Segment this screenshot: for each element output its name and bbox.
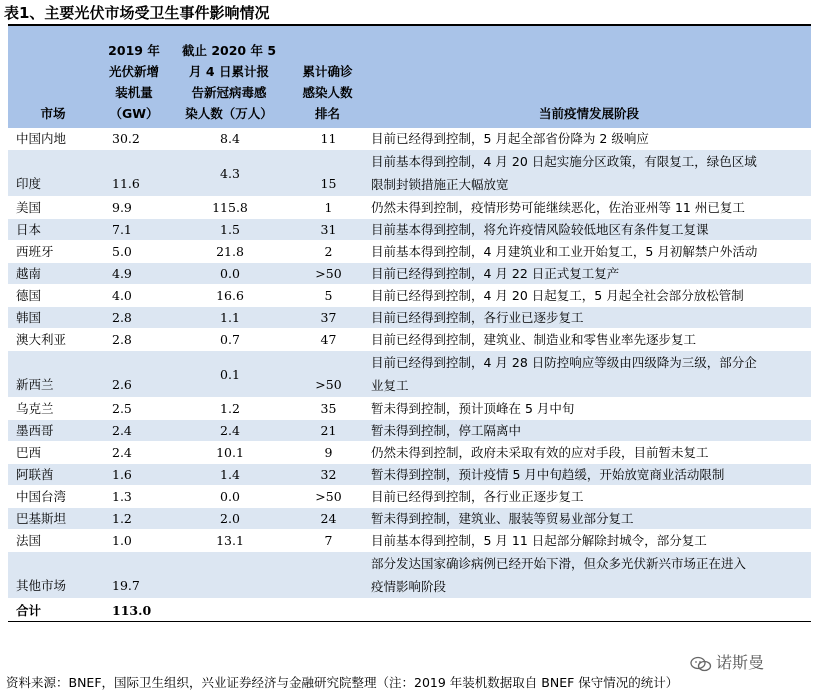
stage-line: 目前已经得到控制，各行业已逐步复工 bbox=[371, 310, 584, 325]
header-market: 市场 bbox=[40, 106, 66, 121]
table-header-row bbox=[8, 25, 811, 128]
cell-stage bbox=[367, 398, 811, 420]
cell-market: 乌克兰 bbox=[8, 398, 98, 420]
cell-gw: 4.0 bbox=[98, 285, 170, 307]
cell-gw: 2.4 bbox=[98, 420, 170, 442]
cell-gw: 30.2 bbox=[98, 128, 170, 150]
cell-stage bbox=[367, 552, 811, 599]
cell-gw: 9.9 bbox=[98, 197, 170, 219]
table-row bbox=[8, 285, 811, 307]
cell-rank: 24 bbox=[288, 508, 367, 530]
cell-market: 其他市场 bbox=[8, 552, 98, 599]
cell-stage bbox=[367, 197, 811, 219]
table-row bbox=[8, 329, 811, 351]
cell-cases: 0.1 bbox=[170, 351, 288, 398]
cell-market: 阿联酋 bbox=[8, 464, 98, 486]
header-cases: 截止 2020 年 5 月 4 日累计报 告新冠病毒感 染人数（万人） bbox=[181, 43, 277, 121]
cell-rank: 47 bbox=[288, 329, 367, 351]
cell-cases: 1.5 bbox=[170, 219, 288, 241]
cell-rank: >50 bbox=[288, 263, 367, 285]
cell-rank: 2 bbox=[288, 241, 367, 263]
cell-market: 印度 bbox=[8, 150, 98, 197]
cell-market: 日本 bbox=[8, 219, 98, 241]
cell-gw: 2.5 bbox=[98, 398, 170, 420]
cell-gw: 2.8 bbox=[98, 307, 170, 329]
cell-stage bbox=[367, 530, 811, 552]
table-row bbox=[8, 420, 811, 442]
cell-stage bbox=[367, 241, 811, 263]
stage-line: 目前基本得到控制，将允许疫情风险较低地区有条件复工复课 bbox=[371, 222, 709, 237]
stage-line: 目前已经得到控制，各行业正逐步复工 bbox=[371, 489, 584, 504]
total-row bbox=[8, 599, 811, 622]
cell-gw: 4.9 bbox=[98, 263, 170, 285]
stage-line: 暂未得到控制，预计疫情 5 月中旬趋缓，开始放宽商业活动限制 bbox=[371, 467, 725, 482]
cell-market: 巴西 bbox=[8, 442, 98, 464]
cell-stage bbox=[367, 307, 811, 329]
cell-cases: 21.8 bbox=[170, 241, 288, 263]
table-row bbox=[8, 197, 811, 219]
stage-line: 目前基本得到控制，4 月建筑业和工业开始复工，5 月初解禁户外活动 bbox=[371, 244, 758, 259]
cell-market: 法国 bbox=[8, 530, 98, 552]
table-row bbox=[8, 307, 811, 329]
cell-gw: 5.0 bbox=[98, 241, 170, 263]
table-row bbox=[8, 263, 811, 285]
cell-stage bbox=[367, 486, 811, 508]
cell-rank: >50 bbox=[288, 486, 367, 508]
cell-market: 德国 bbox=[8, 285, 98, 307]
cell-market: 韩国 bbox=[8, 307, 98, 329]
cell-rank: 7 bbox=[288, 530, 367, 552]
stage-line: 限制封锁措施正大幅放宽 bbox=[371, 177, 509, 192]
cell-rank: 37 bbox=[288, 307, 367, 329]
cell-cases: 2.0 bbox=[170, 508, 288, 530]
market-impact-table bbox=[8, 24, 811, 622]
cell-rank: 9 bbox=[288, 442, 367, 464]
table-row bbox=[8, 219, 811, 241]
cell-rank bbox=[288, 552, 367, 599]
stage-line: 目前已经得到控制，建筑业、制造业和零售业率先逐步复工 bbox=[371, 332, 697, 347]
cell-cases: 115.8 bbox=[170, 197, 288, 219]
table-row bbox=[8, 486, 811, 508]
cell-rank: 31 bbox=[288, 219, 367, 241]
table-row bbox=[8, 464, 811, 486]
stage-line: 暂未得到控制，停工隔离中 bbox=[371, 423, 522, 438]
watermark-text: 诺斯曼 bbox=[716, 653, 765, 672]
stage-line: 业复工 bbox=[371, 378, 409, 393]
table-row bbox=[8, 351, 811, 398]
cell-market: 新西兰 bbox=[8, 351, 98, 398]
cell-stage bbox=[367, 351, 811, 398]
cell-stage bbox=[367, 219, 811, 241]
cell-stage bbox=[367, 464, 811, 486]
cell-rank: >50 bbox=[288, 351, 367, 398]
cell-stage bbox=[367, 128, 811, 150]
cell-gw: 1.2 bbox=[98, 508, 170, 530]
cell-stage bbox=[367, 420, 811, 442]
table-row bbox=[8, 508, 811, 530]
total-gw: 113.0 bbox=[98, 599, 170, 622]
header-install: 2019 年 光伏新增 装机量 （GW） bbox=[108, 43, 160, 121]
stage-line: 目前已经得到控制，4 月 20 日起复工，5 月起全社会部分放松管制 bbox=[371, 288, 744, 303]
table-container bbox=[8, 24, 811, 670]
cell-cases bbox=[170, 552, 288, 599]
cell-rank: 11 bbox=[288, 128, 367, 150]
cell-gw: 1.3 bbox=[98, 486, 170, 508]
cell-stage bbox=[367, 442, 811, 464]
stage-line: 目前已经得到控制，4 月 28 日防控响应等级由四级降为三级，部分企 bbox=[371, 355, 757, 370]
cell-market: 中国内地 bbox=[8, 128, 98, 150]
stage-line: 疫情影响阶段 bbox=[371, 579, 447, 594]
cell-cases: 2.4 bbox=[170, 420, 288, 442]
header-rank: 累计确诊 感染人数 排名 bbox=[302, 64, 353, 121]
cell-stage bbox=[367, 329, 811, 351]
cell-cases: 4.3 bbox=[170, 150, 288, 197]
wechat-logo-icon bbox=[690, 656, 712, 672]
stage-line: 目前基本得到控制，5 月 11 日起部分解除封城令，部分复工 bbox=[371, 533, 707, 548]
table-row bbox=[8, 530, 811, 552]
stage-line: 目前已经得到控制，5 月起全部省份降为 2 级响应 bbox=[371, 131, 649, 146]
footnote: 资料来源：BNEF，国际卫生组织，兴业证券经济与金融研究院整理（注：2019 年装机数据取自 BNEF 保守情况的统计） bbox=[6, 675, 679, 690]
stage-line: 暂未得到控制，建筑业、服装等贸易业部分复工 bbox=[371, 511, 634, 526]
cell-market: 巴基斯坦 bbox=[8, 508, 98, 530]
cell-cases: 16.6 bbox=[170, 285, 288, 307]
stage-line: 暂未得到控制，预计顶峰在 5 月中旬 bbox=[371, 401, 575, 416]
cell-market: 西班牙 bbox=[8, 241, 98, 263]
cell-rank: 21 bbox=[288, 420, 367, 442]
cell-cases: 0.7 bbox=[170, 329, 288, 351]
cell-market: 墨西哥 bbox=[8, 420, 98, 442]
stage-line: 目前已经得到控制，4 月 22 日正式复工复产 bbox=[371, 266, 620, 281]
table-row bbox=[8, 442, 811, 464]
cell-cases: 1.2 bbox=[170, 398, 288, 420]
cell-gw: 7.1 bbox=[98, 219, 170, 241]
table-row bbox=[8, 150, 811, 197]
cell-cases: 1.4 bbox=[170, 464, 288, 486]
cell-gw: 1.0 bbox=[98, 530, 170, 552]
watermark bbox=[690, 650, 764, 673]
total-label: 合计 bbox=[8, 599, 98, 622]
header-stage: 当前疫情发展阶段 bbox=[538, 106, 639, 121]
cell-stage bbox=[367, 150, 811, 197]
cell-rank: 35 bbox=[288, 398, 367, 420]
cell-gw: 2.8 bbox=[98, 329, 170, 351]
cell-cases: 0.0 bbox=[170, 263, 288, 285]
cell-rank: 1 bbox=[288, 197, 367, 219]
cell-cases: 8.4 bbox=[170, 128, 288, 150]
cell-cases: 0.0 bbox=[170, 486, 288, 508]
table-title: 表1、主要光伏市场受卫生事件影响情况 bbox=[4, 4, 270, 22]
cell-gw: 19.7 bbox=[98, 552, 170, 599]
cell-cases: 1.1 bbox=[170, 307, 288, 329]
cell-stage bbox=[367, 508, 811, 530]
cell-rank: 15 bbox=[288, 150, 367, 197]
table-body bbox=[8, 128, 811, 599]
stage-line: 仍然未得到控制，政府未采取有效的应对手段，目前暂未复工 bbox=[371, 445, 709, 460]
cell-market: 越南 bbox=[8, 263, 98, 285]
table-row bbox=[8, 398, 811, 420]
table-row bbox=[8, 552, 811, 599]
stage-line: 目前基本得到控制，4 月 20 日起实施分区政策，有限复工，绿色区域 bbox=[371, 154, 757, 169]
cell-market: 澳大利亚 bbox=[8, 329, 98, 351]
cell-cases: 13.1 bbox=[170, 530, 288, 552]
cell-gw: 11.6 bbox=[98, 150, 170, 197]
cell-rank: 5 bbox=[288, 285, 367, 307]
stage-line: 部分发达国家确诊病例已经开始下滑，但众多光伏新兴市场正在进入 bbox=[371, 556, 747, 571]
cell-cases: 10.1 bbox=[170, 442, 288, 464]
cell-market: 美国 bbox=[8, 197, 98, 219]
table-row bbox=[8, 128, 811, 150]
table-row bbox=[8, 241, 811, 263]
cell-market: 中国台湾 bbox=[8, 486, 98, 508]
cell-stage bbox=[367, 263, 811, 285]
stage-line: 仍然未得到控制，疫情形势可能继续恶化，佐治亚州等 11 州已复工 bbox=[371, 200, 745, 215]
cell-stage bbox=[367, 285, 811, 307]
cell-gw: 2.4 bbox=[98, 442, 170, 464]
cell-gw: 2.6 bbox=[98, 351, 170, 398]
cell-rank: 32 bbox=[288, 464, 367, 486]
cell-gw: 1.6 bbox=[98, 464, 170, 486]
